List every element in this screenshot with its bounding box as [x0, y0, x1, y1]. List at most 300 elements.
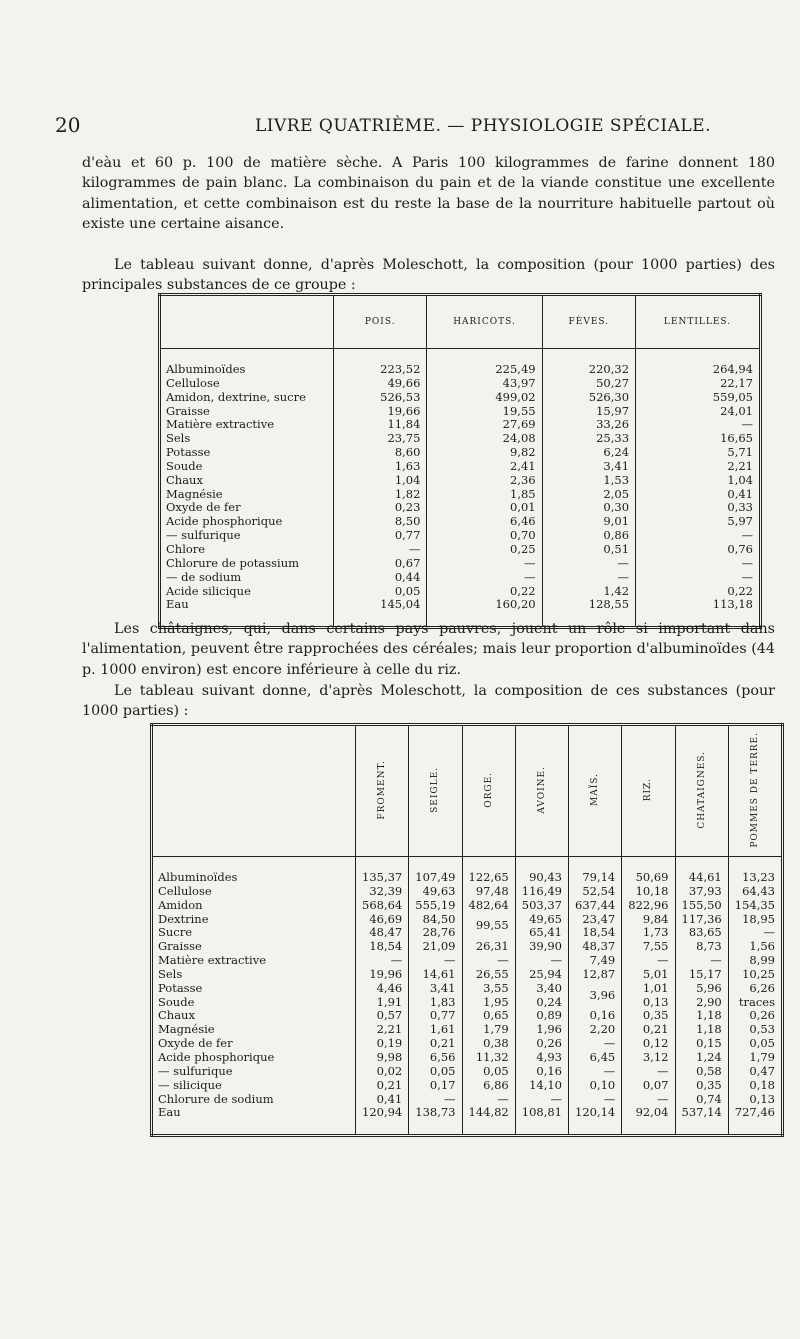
spacer-cell — [356, 857, 409, 872]
table-row — [160, 377, 761, 391]
value-cell: 0,16 — [569, 1009, 622, 1023]
value-cell: 503,37 — [515, 899, 568, 913]
running-title: LIVRE QUATRIÈME. — PHYSIOLOGIE SPÉCIALE. — [255, 116, 711, 136]
spacer-cell — [356, 1120, 409, 1136]
value-cell: 19,96 — [356, 968, 409, 982]
value-cell: 48,47 — [356, 926, 409, 940]
table-row — [152, 1051, 783, 1065]
value-cell: 2,20 — [569, 1023, 622, 1037]
table2-body — [152, 857, 783, 1136]
value-cell: 24,08 — [427, 432, 542, 446]
table2-col-pommes-de-terre — [728, 725, 782, 857]
value-cell: — — [728, 926, 782, 940]
value-cell: 90,43 — [515, 871, 568, 885]
value-cell: 25,94 — [515, 968, 568, 982]
merged-cell: 3,96 — [569, 982, 622, 1010]
value-cell: 44,61 — [675, 871, 728, 885]
value-cell: 0,01 — [427, 501, 542, 515]
value-cell: 11,32 — [462, 1051, 515, 1065]
value-cell: — — [409, 1093, 462, 1107]
row-label: Chaux — [160, 474, 334, 488]
spacer-cell — [569, 857, 622, 872]
value-cell: 0,26 — [515, 1037, 568, 1051]
row-label: Sucre — [152, 926, 356, 940]
table-row — [160, 432, 761, 446]
table-row — [160, 585, 761, 599]
table-row — [152, 996, 783, 1010]
table-spacer-row — [160, 349, 761, 364]
row-label: Acide phosphorique — [160, 515, 334, 529]
value-cell: traces — [728, 996, 782, 1010]
value-cell: 1,24 — [675, 1051, 728, 1065]
table2-col-label: ORGE. — [483, 771, 494, 808]
value-cell: 97,48 — [462, 885, 515, 899]
value-cell: 0,05 — [462, 1065, 515, 1079]
row-label: Soude — [160, 460, 334, 474]
value-cell: 1,79 — [728, 1051, 782, 1065]
row-label: Oxyde de fer — [152, 1037, 356, 1051]
table1-col-pois: POIS. — [334, 295, 427, 349]
value-cell: 568,64 — [356, 899, 409, 913]
value-cell: 154,35 — [728, 899, 782, 913]
table2-corner — [152, 725, 356, 857]
value-cell: 13,23 — [728, 871, 782, 885]
row-label: Acide phosphorique — [152, 1051, 356, 1065]
value-cell: 0,10 — [569, 1079, 622, 1093]
value-cell: 555,19 — [409, 899, 462, 913]
value-cell: 122,65 — [462, 871, 515, 885]
value-cell: 1,18 — [675, 1023, 728, 1037]
value-cell: 7,49 — [569, 954, 622, 968]
value-cell: 3,41 — [409, 982, 462, 996]
value-cell: 120,94 — [356, 1106, 409, 1120]
value-cell: 0,33 — [636, 501, 761, 515]
spacer-cell — [728, 857, 782, 872]
table-row — [152, 954, 783, 968]
value-cell: 49,65 — [515, 913, 568, 927]
table-row — [152, 982, 783, 996]
value-cell: 4,93 — [515, 1051, 568, 1065]
table-row — [152, 1065, 783, 1079]
value-cell: 0,07 — [622, 1079, 675, 1093]
legumes-composition-table — [158, 293, 762, 629]
value-cell: 23,75 — [334, 432, 427, 446]
value-cell: 43,97 — [427, 377, 542, 391]
value-cell: 0,05 — [728, 1037, 782, 1051]
table1-col-feves: FÈVES. — [542, 295, 635, 349]
value-cell: 0,21 — [622, 1023, 675, 1037]
row-label: — sulfurique — [160, 529, 334, 543]
value-cell: 1,18 — [675, 1009, 728, 1023]
value-cell: — — [636, 418, 761, 432]
row-label: — sulfurique — [152, 1065, 356, 1079]
value-cell: 559,05 — [636, 391, 761, 405]
row-label: Sels — [152, 968, 356, 982]
value-cell: 6,26 — [728, 982, 782, 996]
value-cell: 1,53 — [542, 474, 635, 488]
value-cell: 0,25 — [427, 543, 542, 557]
value-cell: 1,04 — [334, 474, 427, 488]
spacer-cell — [569, 1120, 622, 1136]
spacer-cell — [728, 1120, 782, 1136]
value-cell: 0,05 — [334, 585, 427, 599]
value-cell: 1,91 — [356, 996, 409, 1010]
value-cell: 144,82 — [462, 1106, 515, 1120]
value-cell: 264,94 — [636, 363, 761, 377]
value-cell: 8,73 — [675, 940, 728, 954]
row-label: Chlorure de sodium — [152, 1093, 356, 1107]
table-row — [160, 474, 761, 488]
row-label: Albuminoïdes — [152, 871, 356, 885]
table-row — [160, 557, 761, 571]
value-cell: — — [427, 571, 542, 585]
spacer-cell — [675, 1120, 728, 1136]
row-label: Graisse — [152, 940, 356, 954]
value-cell: 1,82 — [334, 488, 427, 502]
value-cell: 0,57 — [356, 1009, 409, 1023]
table-row — [160, 391, 761, 405]
table-row — [152, 1093, 783, 1107]
value-cell: 1,56 — [728, 940, 782, 954]
table1-col-lentilles: LENTILLES. — [636, 295, 761, 349]
table-spacer-row — [152, 1120, 783, 1136]
table2-col-chataignes — [675, 725, 728, 857]
spacer-cell — [515, 857, 568, 872]
value-cell: 0,41 — [636, 488, 761, 502]
value-cell: 25,33 — [542, 432, 635, 446]
merged-cell: 99,55 — [462, 913, 515, 941]
value-cell: 155,50 — [675, 899, 728, 913]
value-cell: 145,04 — [334, 598, 427, 612]
row-label: Chlorure de potassium — [160, 557, 334, 571]
value-cell: 0,76 — [636, 543, 761, 557]
table-row — [152, 940, 783, 954]
value-cell: 92,04 — [622, 1106, 675, 1120]
value-cell: 0,15 — [675, 1037, 728, 1051]
row-label: Matière extractive — [160, 418, 334, 432]
value-cell: — — [675, 954, 728, 968]
table-row — [152, 871, 783, 885]
table-row — [160, 529, 761, 543]
table-row — [152, 885, 783, 899]
table2-col-froment — [356, 725, 409, 857]
table-row — [152, 899, 783, 913]
value-cell: 128,55 — [542, 598, 635, 612]
value-cell: 482,64 — [462, 899, 515, 913]
value-cell: 0,13 — [728, 1093, 782, 1107]
value-cell: 526,30 — [542, 391, 635, 405]
spacer-cell — [462, 857, 515, 872]
value-cell: 116,49 — [515, 885, 568, 899]
value-cell: 0,30 — [542, 501, 635, 515]
spacer-cell — [152, 1120, 356, 1136]
value-cell: — — [636, 557, 761, 571]
value-cell: 19,66 — [334, 405, 427, 419]
value-cell: 33,26 — [542, 418, 635, 432]
value-cell: 822,96 — [622, 899, 675, 913]
table-row — [152, 913, 783, 927]
value-cell: 3,55 — [462, 982, 515, 996]
value-cell: — — [409, 954, 462, 968]
value-cell: 26,31 — [462, 940, 515, 954]
value-cell: 0,19 — [356, 1037, 409, 1051]
value-cell: 5,97 — [636, 515, 761, 529]
value-cell: 16,65 — [636, 432, 761, 446]
value-cell: 1,01 — [622, 982, 675, 996]
value-cell: 0,44 — [334, 571, 427, 585]
table2-col-riz — [622, 725, 675, 857]
spacer-cell — [622, 857, 675, 872]
value-cell: — — [462, 1093, 515, 1107]
value-cell: 107,49 — [409, 871, 462, 885]
table-row — [160, 543, 761, 557]
value-cell: 18,54 — [569, 926, 622, 940]
value-cell: — — [427, 557, 542, 571]
table-row — [160, 501, 761, 515]
row-label: Matière extractive — [152, 954, 356, 968]
value-cell: 3,12 — [622, 1051, 675, 1065]
value-cell: 0,05 — [409, 1065, 462, 1079]
value-cell: 5,96 — [675, 982, 728, 996]
table-row — [160, 571, 761, 585]
value-cell: 0,35 — [622, 1009, 675, 1023]
table1-header-row — [160, 295, 761, 349]
value-cell: 9,82 — [427, 446, 542, 460]
value-cell: 14,61 — [409, 968, 462, 982]
table2-col-label: CHATAIGNES. — [696, 750, 707, 829]
value-cell: 0,17 — [409, 1079, 462, 1093]
row-label: Potasse — [152, 982, 356, 996]
value-cell: 5,71 — [636, 446, 761, 460]
paragraph-bread: d'eàu et 60 p. 100 de matière sèche. A Paris 100 kilogrammes de farine donnent 180 kilogrammes de pain blanc. La combinaison du pain et de la viande constitue une excellente alimentation, et cette combinaison est du reste la base de la nourriture habituelle partout où existe une certaine aisance. — [82, 155, 775, 233]
row-label: Cellulose — [160, 377, 334, 391]
row-label: Sels — [160, 432, 334, 446]
value-cell: 9,98 — [356, 1051, 409, 1065]
value-cell: 0,41 — [356, 1093, 409, 1107]
value-cell: 1,95 — [462, 996, 515, 1010]
row-label: — silicique — [152, 1079, 356, 1093]
spacer-cell — [409, 1120, 462, 1136]
value-cell: 225,49 — [427, 363, 542, 377]
value-cell: 0,18 — [728, 1079, 782, 1093]
cereals-composition-table — [150, 723, 784, 1137]
value-cell: 11,84 — [334, 418, 427, 432]
table2-col-avoine — [515, 725, 568, 857]
value-cell: 5,01 — [622, 968, 675, 982]
value-cell: 50,27 — [542, 377, 635, 391]
value-cell: 160,20 — [427, 598, 542, 612]
value-cell: 0,51 — [542, 543, 635, 557]
value-cell: 1,73 — [622, 926, 675, 940]
value-cell: 15,97 — [542, 405, 635, 419]
table-spacer-row — [152, 857, 783, 872]
value-cell: 32,39 — [356, 885, 409, 899]
value-cell: 18,54 — [356, 940, 409, 954]
value-cell: 84,50 — [409, 913, 462, 927]
value-cell: 1,42 — [542, 585, 635, 599]
row-label: Magnésie — [160, 488, 334, 502]
value-cell: 10,18 — [622, 885, 675, 899]
table-row — [160, 418, 761, 432]
spacer-cell — [152, 857, 356, 872]
value-cell: 2,05 — [542, 488, 635, 502]
table-row — [160, 488, 761, 502]
row-label: Eau — [152, 1106, 356, 1120]
spacer-cell — [675, 857, 728, 872]
value-cell: 83,65 — [675, 926, 728, 940]
table-row — [152, 1009, 783, 1023]
value-cell: 8,99 — [728, 954, 782, 968]
value-cell: — — [569, 1037, 622, 1051]
value-cell: 2,21 — [356, 1023, 409, 1037]
value-cell: — — [334, 543, 427, 557]
value-cell: — — [356, 954, 409, 968]
value-cell: 117,36 — [675, 913, 728, 927]
value-cell: 37,93 — [675, 885, 728, 899]
row-label: — de sodium — [160, 571, 334, 585]
table2-col-seigle — [409, 725, 462, 857]
spacer-cell — [462, 1120, 515, 1136]
value-cell: 0,22 — [427, 585, 542, 599]
table2-col-label: RIZ. — [643, 777, 654, 802]
value-cell: 0,22 — [636, 585, 761, 599]
table-row — [152, 1023, 783, 1037]
table2-col-orge — [462, 725, 515, 857]
value-cell: 15,17 — [675, 968, 728, 982]
value-cell: — — [515, 954, 568, 968]
value-cell: 138,73 — [409, 1106, 462, 1120]
spacer-cell — [160, 349, 334, 364]
row-label: Soude — [152, 996, 356, 1010]
value-cell: 0,53 — [728, 1023, 782, 1037]
table-row — [152, 968, 783, 982]
value-cell: 46,69 — [356, 913, 409, 927]
table-row — [160, 446, 761, 460]
value-cell: 0,12 — [622, 1037, 675, 1051]
value-cell: 2,21 — [636, 460, 761, 474]
value-cell: 0,02 — [356, 1065, 409, 1079]
value-cell: 64,43 — [728, 885, 782, 899]
value-cell: 0,26 — [728, 1009, 782, 1023]
value-cell: 0,16 — [515, 1065, 568, 1079]
value-cell: — — [622, 954, 675, 968]
value-cell: 14,10 — [515, 1079, 568, 1093]
paragraph-table1-intro: Le tableau suivant donne, d'après Moleschott, la composition (pour 1000 parties) des principales substances de ce groupe : — [82, 257, 775, 294]
paragraph-table2-intro: Le tableau suivant donne, d'après Moleschott, la composition de ces substances (pour 1000 parties) : — [82, 683, 775, 720]
value-cell: — — [515, 1093, 568, 1107]
value-cell: 223,52 — [334, 363, 427, 377]
value-cell: 0,65 — [462, 1009, 515, 1023]
value-cell: 220,32 — [542, 363, 635, 377]
value-cell: 18,95 — [728, 913, 782, 927]
value-cell: 48,37 — [569, 940, 622, 954]
value-cell: — — [569, 1093, 622, 1107]
value-cell: 0,67 — [334, 557, 427, 571]
table2-col-label: FROMENT. — [377, 759, 388, 820]
spacer-cell — [636, 349, 761, 364]
value-cell: 9,84 — [622, 913, 675, 927]
table2-col-label: POMMES DE TERRE. — [749, 731, 760, 848]
value-cell: 65,41 — [515, 926, 568, 940]
spacer-cell — [334, 349, 427, 364]
page-header — [0, 113, 800, 143]
spacer-cell — [515, 1120, 568, 1136]
value-cell: 12,87 — [569, 968, 622, 982]
value-cell: 1,96 — [515, 1023, 568, 1037]
value-cell: 8,50 — [334, 515, 427, 529]
value-cell: 1,85 — [427, 488, 542, 502]
value-cell: 0,77 — [409, 1009, 462, 1023]
value-cell: 1,04 — [636, 474, 761, 488]
value-cell: — — [462, 954, 515, 968]
table2-col-label: SEIGLE. — [430, 766, 441, 813]
value-cell: 0,23 — [334, 501, 427, 515]
spacer-cell — [409, 857, 462, 872]
table1-body — [160, 349, 761, 628]
value-cell: 0,24 — [515, 996, 568, 1010]
value-cell: 52,54 — [569, 885, 622, 899]
value-cell: 108,81 — [515, 1106, 568, 1120]
row-label: Potasse — [160, 446, 334, 460]
value-cell: — — [542, 571, 635, 585]
table-row — [160, 405, 761, 419]
row-label: Chlore — [160, 543, 334, 557]
value-cell: 8,60 — [334, 446, 427, 460]
value-cell: 6,46 — [427, 515, 542, 529]
value-cell: 6,56 — [409, 1051, 462, 1065]
value-cell: 135,37 — [356, 871, 409, 885]
value-cell: 10,25 — [728, 968, 782, 982]
table-row — [160, 515, 761, 529]
table-row — [152, 1079, 783, 1093]
value-cell: 526,53 — [334, 391, 427, 405]
value-cell: 0,58 — [675, 1065, 728, 1079]
row-label: Cellulose — [152, 885, 356, 899]
value-cell: 3,40 — [515, 982, 568, 996]
row-label: Acide silicique — [160, 585, 334, 599]
value-cell: 0,35 — [675, 1079, 728, 1093]
row-label: Amidon — [152, 899, 356, 913]
value-cell: 2,41 — [427, 460, 542, 474]
value-cell: 39,90 — [515, 940, 568, 954]
row-label: Oxyde de fer — [160, 501, 334, 515]
value-cell: 637,44 — [569, 899, 622, 913]
row-label: Eau — [160, 598, 334, 612]
table2-header-row — [152, 725, 783, 857]
value-cell: 49,66 — [334, 377, 427, 391]
value-cell: 113,18 — [636, 598, 761, 612]
table-row — [152, 1106, 783, 1120]
value-cell: 0,13 — [622, 996, 675, 1010]
value-cell: 22,17 — [636, 377, 761, 391]
table-row — [152, 1037, 783, 1051]
value-cell: — — [622, 1093, 675, 1107]
value-cell: 7,55 — [622, 940, 675, 954]
table-row — [160, 460, 761, 474]
table-row — [160, 363, 761, 377]
value-cell: 28,76 — [409, 926, 462, 940]
value-cell: 0,47 — [728, 1065, 782, 1079]
value-cell: 50,69 — [622, 871, 675, 885]
row-label: Dextrine — [152, 913, 356, 927]
value-cell: 9,01 — [542, 515, 635, 529]
value-cell: 4,46 — [356, 982, 409, 996]
value-cell: — — [542, 557, 635, 571]
spacer-cell — [542, 349, 635, 364]
value-cell: 21,09 — [409, 940, 462, 954]
value-cell: 19,55 — [427, 405, 542, 419]
table1-col-haricots: HARICOTS. — [427, 295, 542, 349]
